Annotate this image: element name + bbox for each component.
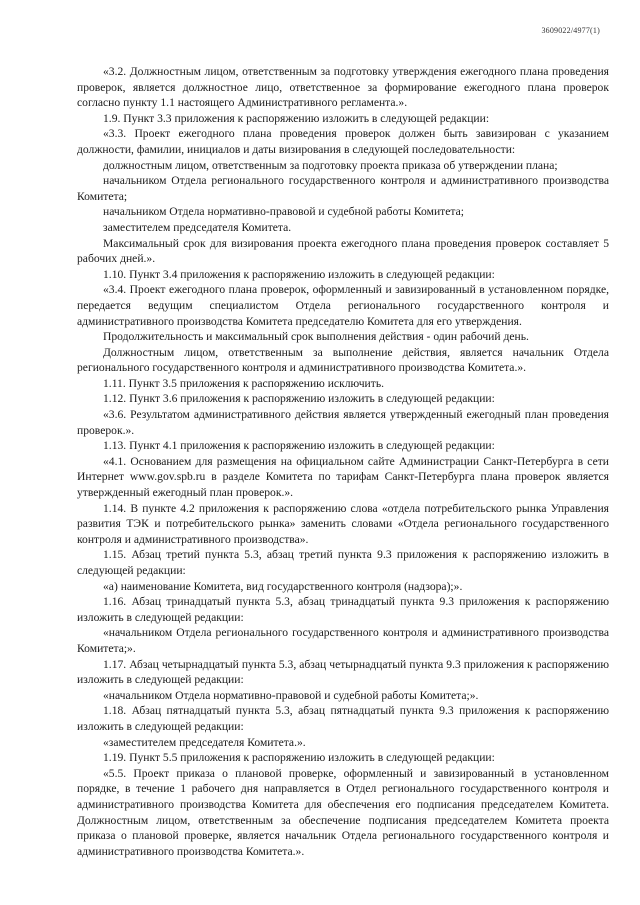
paragraph: 1.15. Абзац третий пункта 5.3, абзац третий пункта 9.3 приложения к распоряжению изложить в следующей редакции: — [77, 548, 609, 577]
paragraph: «заместителем председателя Комитета.». — [103, 735, 306, 749]
paragraph: 1.11. Пункт 3.5 приложения к распоряжению исключить. — [103, 376, 385, 390]
paragraph: «начальником Отдела нормативно-правовой и судебной работы Комитета;». — [103, 688, 479, 702]
paragraph: 1.13. Пункт 4.1 приложения к распоряжению изложить в следующей редакции: — [103, 439, 495, 453]
document-number: 3609022/4977(1) — [541, 26, 600, 35]
document-body — [77, 64, 609, 859]
paragraph: должностным лицом, ответственным за подготовку проекта приказа об утверждении плана; — [103, 158, 558, 172]
paragraph: Продолжительность и максимальный срок выполнения действия - один рабочий день. — [103, 330, 529, 344]
paragraph: «начальником Отдела регионального государственного контроля и административного производства Комитета;». — [77, 626, 609, 655]
paragraph: «3.6. Результатом административного действия является утвержденный ежегодный план проведения проверок.». — [77, 408, 609, 437]
paragraph: «3.4. Проект ежегодного плана проверок, оформленный и завизированный в установленном порядке, передается ведущим специалистом Отдела регионального государственного контроля и административного производства Комитета председателю Комитета для его утверждения. — [77, 283, 609, 328]
paragraph: «3.2. Должностным лицом, ответственным за подготовку утверждения ежегодного плана проведения проверок, является должностное лицо, ответственное за формирование ежегодного плана проверок согласно пункту 1.1 настоящего Административного регламента.». — [77, 65, 609, 110]
paragraph: заместителем председателя Комитета. — [103, 220, 292, 234]
paragraph: «3.3. Проект ежегодного плана проведения проверок должен быть завизирован с указанием должности, фамилии, инициалов и даты визирования в следующей последовательности: — [77, 127, 609, 156]
paragraph: 1.10. Пункт 3.4 приложения к распоряжению изложить в следующей редакции: — [103, 267, 495, 281]
paragraph: 1.9. Пункт 3.3 приложения к распоряжению изложить в следующей редакции: — [103, 111, 490, 125]
paragraph: 1.12. Пункт 3.6 приложения к распоряжению изложить в следующей редакции: — [103, 392, 495, 406]
paragraph: 1.14. В пункте 4.2 приложения к распоряжению слова «отдела потребительского рынка Управления развития ТЭК и потребительского рынка» заменить словами «Отдела регионального государственного контроля и административного производства». — [77, 501, 609, 546]
paragraph: начальником Отдела нормативно-правовой и судебной работы Комитета; — [103, 205, 464, 219]
paragraph: начальником Отдела регионального государственного контроля и административного производства Комитета; — [77, 174, 609, 203]
paragraph: «4.1. Основанием для размещения на официальном сайте Администрации Санкт-Петербурга в сети Интернет www.gov.spb.ru в разделе Комитета по тарифам Санкт-Петербурга плана проверок является утвержденный ежегодный план проверок.». — [77, 454, 609, 500]
paragraph: 1.19. Пункт 5.5 приложения к распоряжению изложить в следующей редакции: — [103, 751, 495, 765]
paragraph: «5.5. Проект приказа о плановой проверке, оформленный и завизированный в установленном порядке, в течение 1 рабочего дня направляется в Отдел регионального государственного контроля и административного производства Комитета для обеспечения его подписания председателем Комитета. Должностным лицом, ответственным за обеспечение подписания председателем Комитета проекта приказа о плановой проверке, является начальник Отдела регионального государственного контроля и административного производства Комитета.». — [77, 766, 609, 858]
paragraph: 1.18. Абзац пятнадцатый пункта 5.3, абзац пятнадцатый пункта 9.3 приложения к распоряжению изложить в следующей редакции: — [77, 704, 609, 733]
paragraph: Должностным лицом, ответственным за выполнение действия, является начальник Отдела регионального государственного контроля и административного производства Комитета.». — [77, 345, 609, 375]
paragraph: «а) наименование Комитета, вид государственного контроля (надзора);». — [103, 579, 463, 593]
paragraph: 1.17. Абзац четырнадцатый пункта 5.3, абзац четырнадцатый пункта 9.3 приложения к распоряжению изложить в следующей редакции: — [77, 657, 609, 687]
paragraph: Максимальный срок для визирования проекта ежегодного плана проведения проверок составляет 5 рабочих дней.». — [77, 236, 609, 266]
paragraph: 1.16. Абзац тринадцатый пункта 5.3, абзац тринадцатый пункта 9.3 приложения к распоряжению изложить в следующей редакции: — [77, 595, 609, 624]
